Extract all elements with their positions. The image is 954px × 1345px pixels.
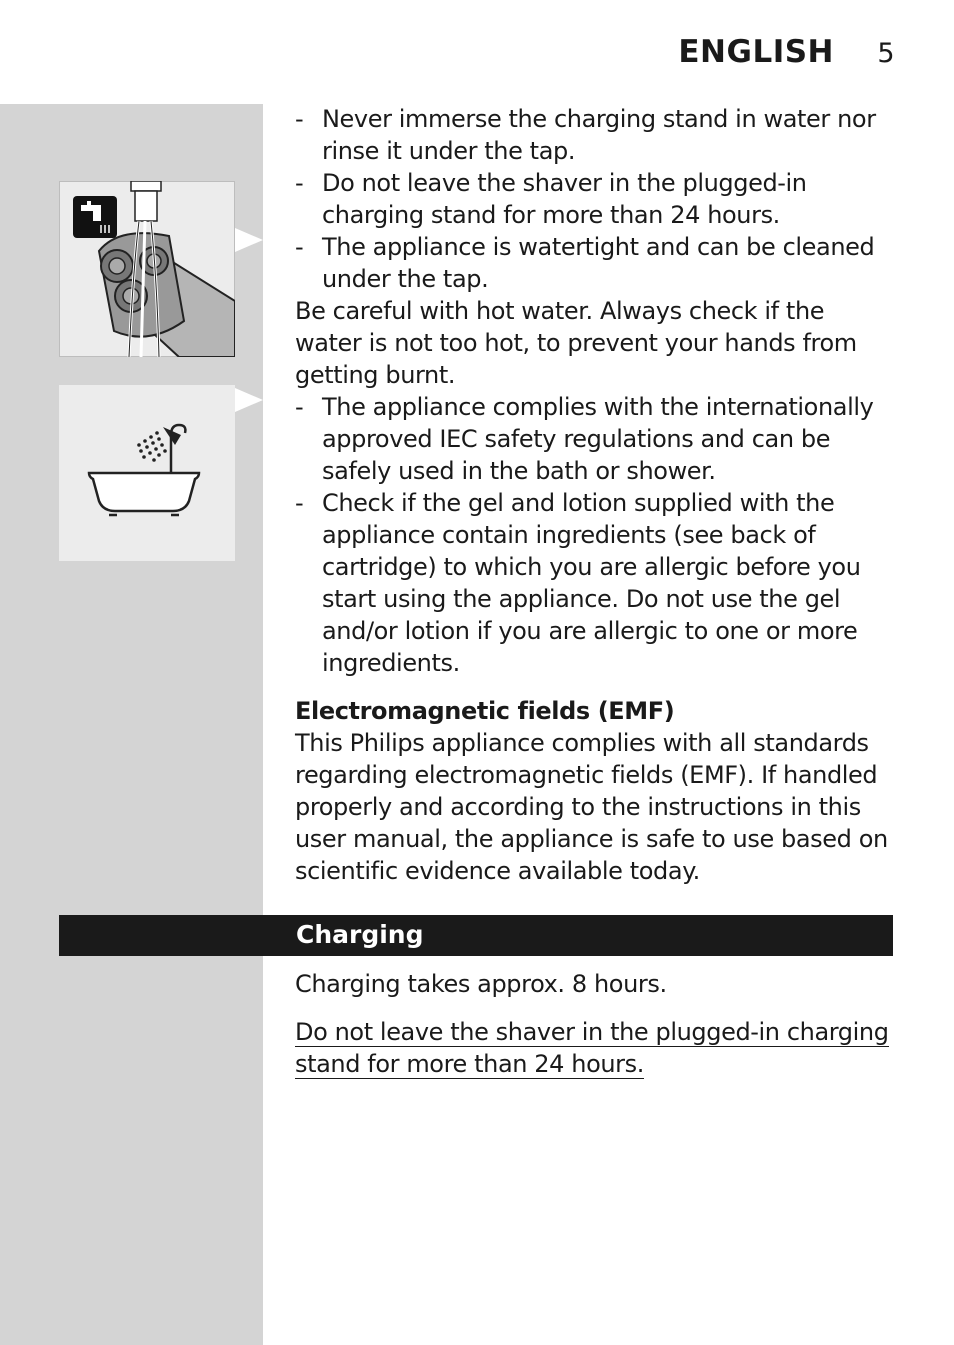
charging-warning	[295, 1016, 895, 1080]
list-item: - Check if the gel and lotion supplied with the appliance contain ingredients (see back of cartridge) to which you are allergic before you start using the appliance. Do not use the gel and/or lotion if you are allergic to one or more ingredients.	[295, 489, 861, 677]
list-item: - The appliance complies with the internationally approved IEC safety regulations and can be safely used in the bath or shower.	[295, 393, 874, 485]
section-language-header: ENGLISH	[678, 34, 834, 70]
section-bar	[59, 915, 893, 956]
emf-heading: Electromagnetic fields (EMF)	[295, 697, 675, 725]
figure-pointer	[235, 388, 263, 412]
figure-shaver-under-tap	[59, 181, 235, 357]
emf-body: This Philips appliance complies with all standards regarding electromagnetic fields (EMF). If handled properly and according to the instructions in this user manual, the appliance is safe to use based on scientific evidence available today.	[295, 729, 888, 885]
list-item: - Never immerse the charging stand in water nor rinse it under the tap.	[295, 105, 876, 165]
page-number: 5	[877, 38, 895, 69]
list-item: - The appliance is watertight and can be cleaned under the tap.	[295, 233, 875, 293]
figure-bath-shower	[59, 385, 235, 561]
figure-pointer	[235, 228, 263, 252]
safety-content	[295, 103, 895, 887]
charging-warning-text: Do not leave the shaver in the plugged-in charging stand for more than 24 hours.	[295, 1018, 889, 1078]
charging-duration: Charging takes approx. 8 hours.	[295, 970, 667, 998]
hot-water-caution: Be careful with hot water. Always check if the water is not too hot, to prevent your hands from getting burnt.	[295, 297, 857, 389]
list-item: - Do not leave the shaver in the plugged-in charging stand for more than 24 hours.	[295, 169, 807, 229]
charging-heading: Charging	[296, 920, 424, 949]
